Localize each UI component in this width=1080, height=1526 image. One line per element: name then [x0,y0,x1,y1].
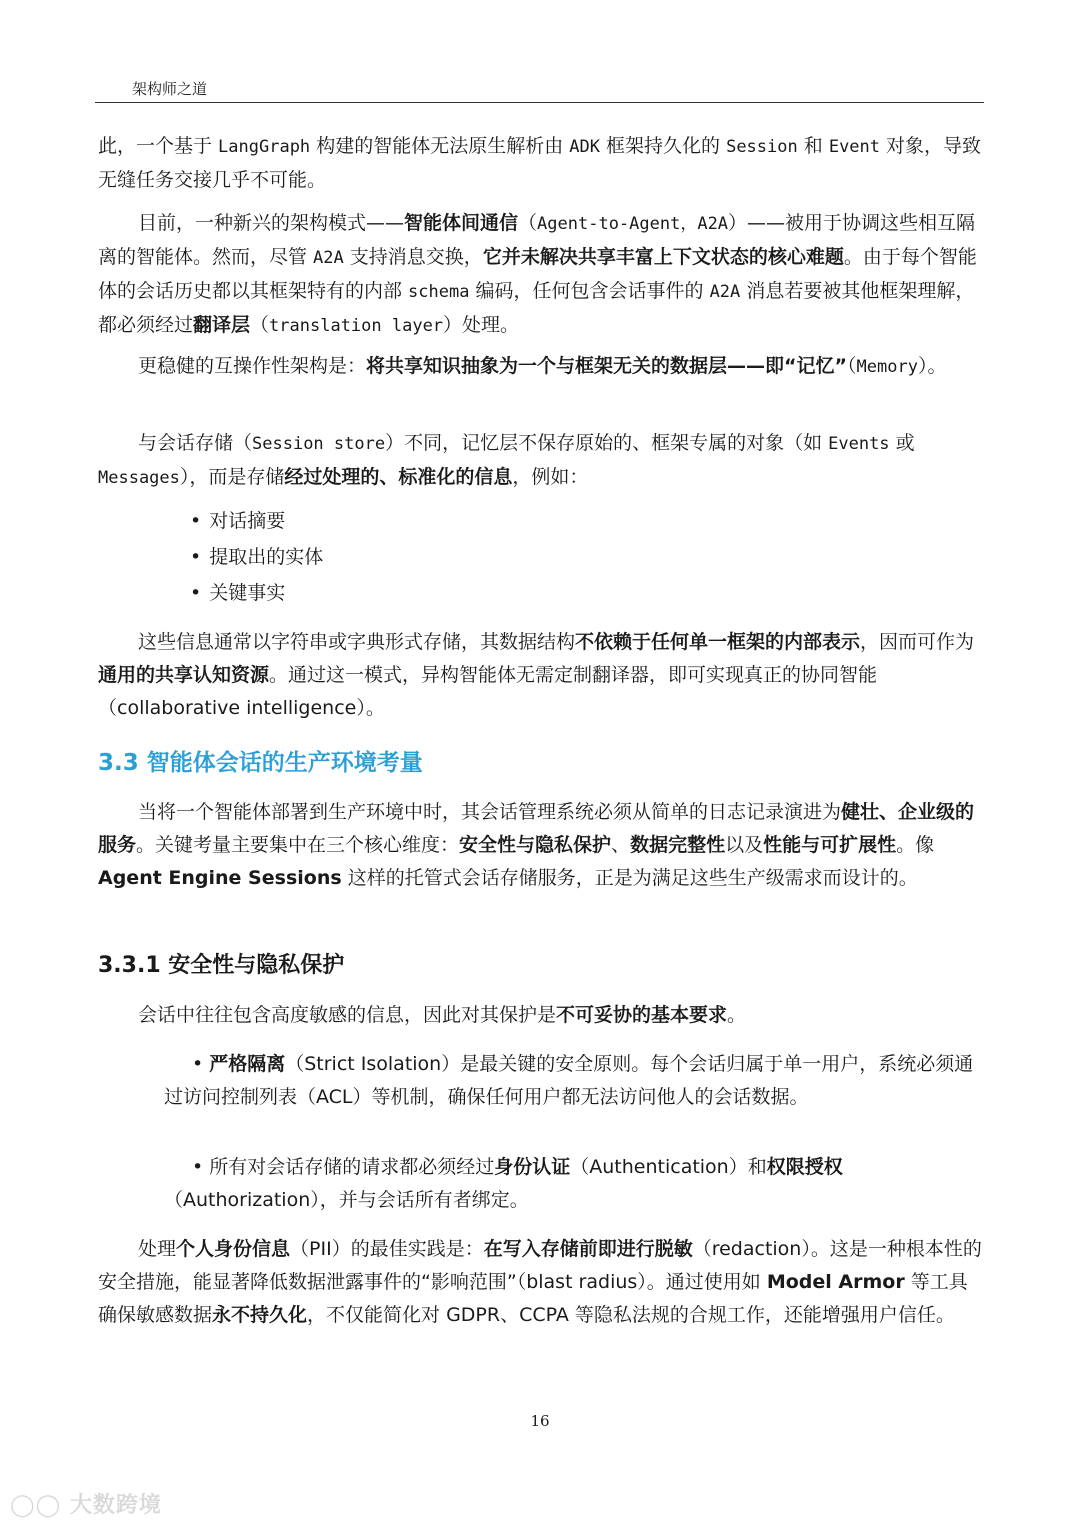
running-header: 架构师之道 [132,80,208,98]
list-item: • 关键事实 [190,575,323,611]
bullet-icon: • [192,1156,204,1178]
paragraph-session-store: 与会话存储（Session store）不同，记忆层不保存原始的、框架专属的对象（如 Events 或 Messages），而是存储经过处理的、标准化的信息，例如： [98,432,915,488]
paragraph-sensitive-info: 会话中往往包含高度敏感的信息，因此对其保护是不可妥协的基本要求。 [138,1004,747,1026]
list-item: • 提取出的实体 [190,539,323,575]
paragraph-memory: 更稳健的互操作性架构是：将共享知识抽象为一个与框架无关的数据层——即“记忆”（Memory）。 [138,355,947,377]
paragraph-frameworks: 此，一个基于 LangGraph 构建的智能体无法原生解析由 ADK 框架持久化的 Session 和 Event 对象，导致无缝任务交接几乎不可能。 [98,135,982,191]
bullet-icon: • [192,1053,204,1075]
paragraph-production: 当将一个智能体部署到生产环境中时，其会话管理系统必须从简单的日志记录演进为健壮、企业级的服务。关键考量主要集中在三个核心维度：安全性与隐私保护、数据完整性以及性能与可扩展性。像 Agent Engine Sessions 这样的托管式会话存储服务，正是为满足这些生产级需求而设计的。 [98,801,975,889]
paragraph-shared-cognition: 这些信息通常以字符串或字典形式存储，其数据结构不依赖于任何单一框架的内部表示，因而可作为通用的共享认知资源。通过这一模式，异构智能体无需定制翻译器，即可实现真正的协同智能（collaborative intelligence）。 [98,631,975,719]
watermark: ◯◯ 大数跨境 [10,1493,162,1518]
list-item-strict-isolation: • 严格隔离（Strict Isolation）是最关键的安全原则。每个会话归属于单一用户，系统必须通过访问控制列表（ACL）等机制，确保任何用户都无法访问他人的会话数据。 [164,1053,974,1108]
section-heading-3-3-1: 3.3.1 安全性与隐私保护 [98,953,345,978]
page-number: 16 [530,1412,550,1430]
paragraph-a2a: 目前，一种新兴的架构模式——智能体间通信（Agent-to-Agent，A2A）——被用于协调这些相互隔离的智能体。然而，尽管 A2A 支持消息交换，它并未解决共享丰富上下文状态的核心难题。由于每个智能体的会话历史都以其框架特有的内部 schema 编码，任何包含会话事件的 A2A 消息若要被其他框架理解，都必须经过翻译层（translation layer）处理。 [98,212,977,336]
section-heading-3-3: 3.3 智能体会话的生产环境考量 [98,750,423,776]
list-item: • 对话摘要 [190,503,323,539]
list-item-authentication: • 所有对会话存储的请求都必须经过身份认证（Authentication）和权限授权（Authorization），并与会话所有者绑定。 [164,1156,843,1211]
header-divider [95,102,984,103]
paragraph-pii: 处理个人身份信息（PII）的最佳实践是：在写入存储前即进行脱敏（redaction）。这是一种根本性的安全措施，能显著降低数据泄露事件的“影响范围”（blast radius）。通过使用如 Model Armor 等工具确保敏感数据永不持久化，不仅能简化对 GDPR、CCPA 等隐私法规的合规工作，还能增强用户信任。 [98,1238,982,1326]
watermark-logo-icon: ◯◯ [10,1493,70,1518]
bullet-list [190,503,323,611]
